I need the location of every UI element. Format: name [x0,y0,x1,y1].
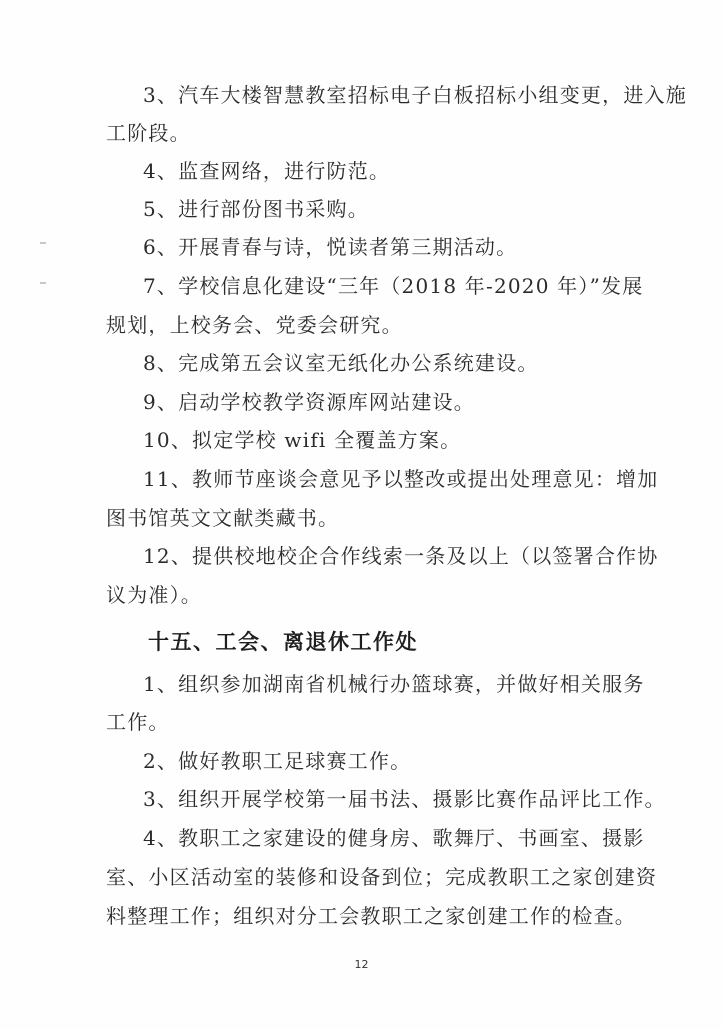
item-5-line-1: 5、进行部份图书采购。 [143,197,369,221]
item-8-line-1: 8、完成第五会议室无纸化办公系统建设。 [143,351,539,375]
page-number: 12 [354,958,369,971]
section-item-3-line-1: 3、组织开展学校第一届书法、摄影比赛作品评比工作。 [143,787,666,811]
section-item-1-line-2: 工作。 [106,710,170,734]
section-heading: 十五、工会、离退休工作处 [148,629,418,654]
section-item-1-line-1: 1、组织参加湖南省机械行办篮球赛，并做好相关服务 [143,672,645,696]
item-10-line-1: 10、拟定学校 wifi 全覆盖方案。 [143,428,462,452]
section-item-2-line-1: 2、做好教职工足球赛工作。 [143,749,412,773]
item-7-line-2: 规划，上校务会、党委会研究。 [106,313,403,337]
section-item-4-line-3: 料整理工作；组织对分工会教职工之家创建工作的检查。 [106,904,636,928]
section-item-4-line-1: 4、教职工之家建设的健身房、歌舞厅、书画室、摄影 [143,826,645,850]
scan-margin-mark [40,282,46,284]
item-7-line-1: 7、学校信息化建设“三年（2018 年-2020 年）”发展 [143,274,644,298]
scan-margin-mark [40,242,46,244]
item-6-line-1: 6、开展青春与诗，悦读者第三期活动。 [143,235,518,259]
item-3-line-1: 3、汽车大楼智慧教室招标电子白板招标小组变更，进入施 [143,83,687,107]
item-3-line-2: 工阶段。 [106,121,191,145]
item-12-line-2: 议为准）。 [106,583,202,607]
item-11-line-2: 图书馆英文文献类藏书。 [106,506,340,530]
item-4-line-1: 4、监查网络，进行防范。 [143,159,391,183]
section-item-4-line-2: 室、小区活动室的装修和设备到位；完成教职工之家创建资 [106,865,658,889]
item-9-line-1: 9、启动学校教学资源库网站建设。 [143,390,475,414]
item-11-line-1: 11、教师节座谈会意见予以整改或提出处理意见：增加 [143,467,659,491]
item-12-line-1: 12、提供校地校企合作线索一条及以上（以签署合作协 [143,544,659,568]
